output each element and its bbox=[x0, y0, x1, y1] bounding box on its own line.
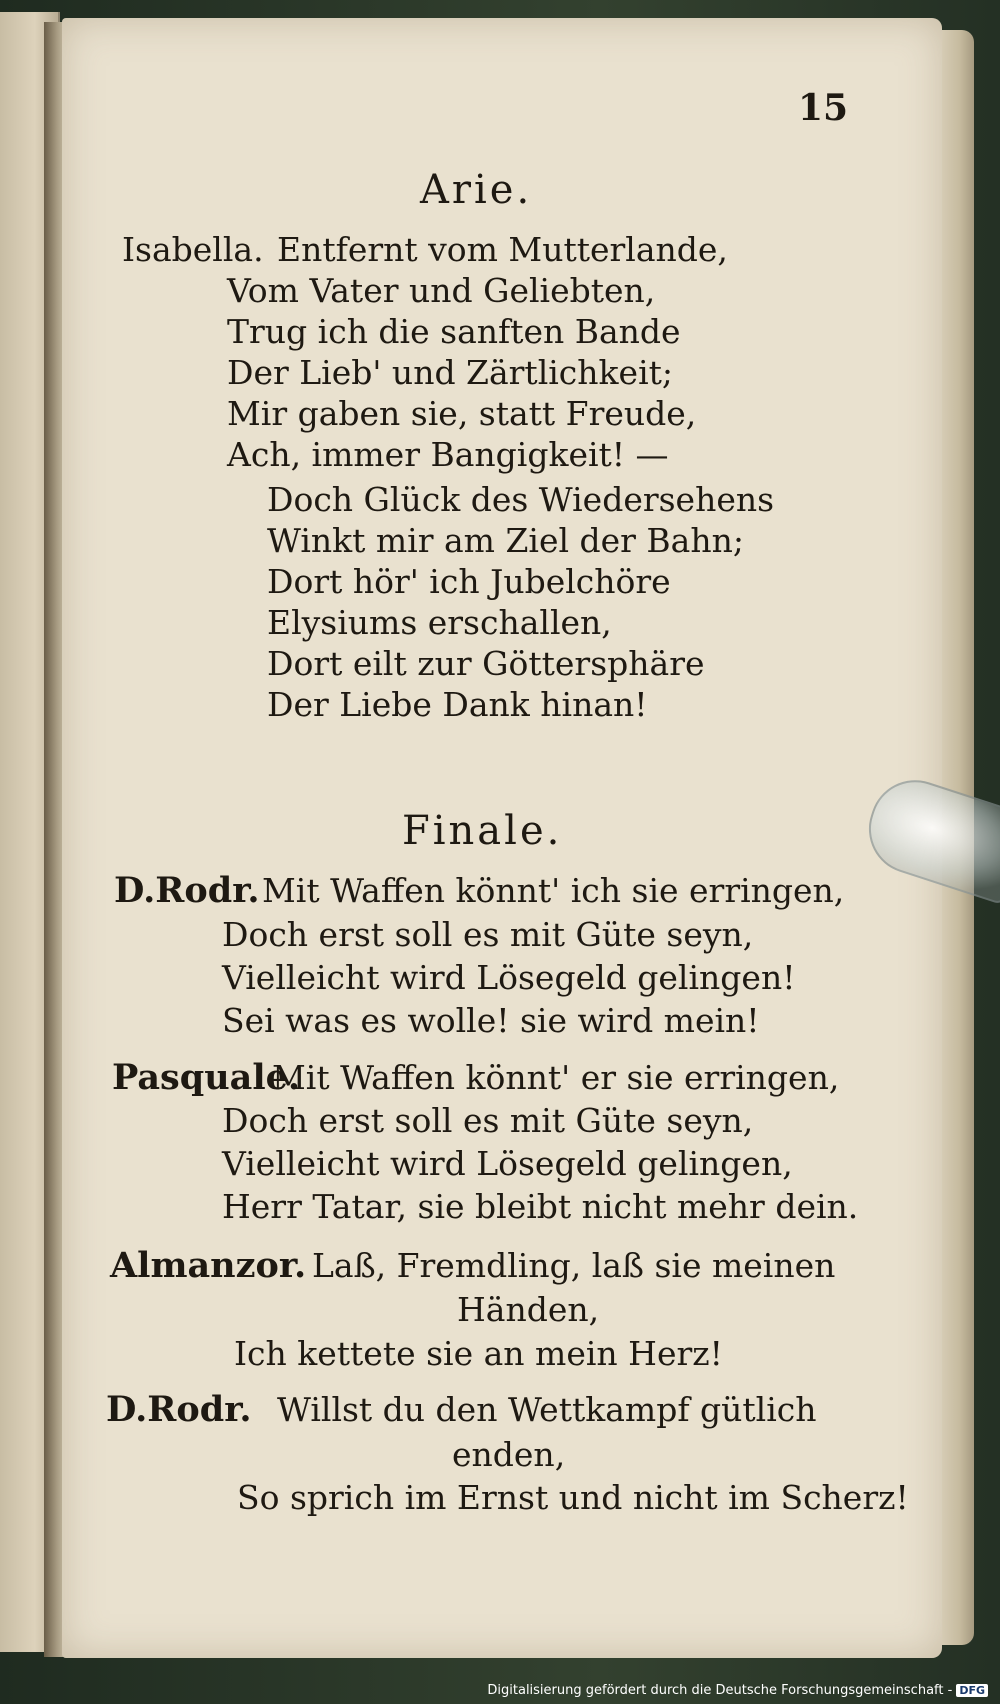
speaker-isabella: Isabella. bbox=[122, 230, 264, 269]
finale-line: Mit Waffen könnt' ich sie erringen, bbox=[262, 871, 845, 910]
dfg-logo: DFG bbox=[956, 1684, 988, 1697]
arie-line: Dort hör' ich Jubelchöre bbox=[267, 562, 671, 601]
arie-line: Dort eilt zur Göttersphäre bbox=[267, 644, 705, 683]
finale-heading: Finale. bbox=[402, 808, 563, 854]
arie-line: Der Lieb' und Zärtlichkeit; bbox=[227, 353, 673, 392]
page-number: 15 bbox=[798, 87, 849, 129]
digitization-footer bbox=[487, 1680, 988, 1700]
finale-line: Vielleicht wird Lösegeld gelingen, bbox=[222, 1144, 793, 1183]
speaker-pasquale: Pasquale. bbox=[112, 1057, 301, 1098]
finale-line: enden, bbox=[452, 1435, 566, 1474]
finale-line: So sprich im Ernst und nicht im Scherz! bbox=[237, 1478, 909, 1517]
arie-line: Trug ich die sanften Bande bbox=[227, 312, 681, 351]
arie-line: Mir gaben sie, statt Freude, bbox=[227, 394, 697, 433]
arie-line: Der Liebe Dank hinan! bbox=[267, 685, 648, 724]
finale-line: Händen, bbox=[457, 1290, 600, 1329]
finale-line: Doch erst soll es mit Güte seyn, bbox=[222, 915, 754, 954]
finale-line: Sei was es wolle! sie wird mein! bbox=[222, 1001, 760, 1040]
finale-line: Doch erst soll es mit Güte seyn, bbox=[222, 1101, 754, 1140]
speaker-rodr: D.Rodr. bbox=[106, 1389, 252, 1430]
speaker-rodr: D.Rodr. bbox=[114, 870, 260, 911]
finale-line: Herr Tatar, sie bleibt nicht mehr dein. bbox=[222, 1187, 859, 1226]
arie-line: Ach, immer Bangigkeit! — bbox=[227, 435, 669, 474]
finale-line: Vielleicht wird Lösegeld gelingen! bbox=[222, 958, 796, 997]
arie-line: Vom Vater und Geliebten, bbox=[227, 271, 656, 310]
finale-line: Laß, Fremdling, laß sie meinen bbox=[312, 1246, 836, 1285]
finale-line: Ich kettete sie an mein Herz! bbox=[234, 1334, 723, 1373]
finale-line: Willst du den Wettkampf gütlich bbox=[277, 1390, 817, 1429]
arie-line: Entfernt vom Mutterlande, bbox=[277, 230, 728, 269]
arie-line: Doch Glück des Wiedersehens bbox=[267, 480, 775, 519]
arie-line: Elysiums erschallen, bbox=[267, 603, 612, 642]
speaker-almanzor: Almanzor. bbox=[110, 1245, 307, 1286]
page-content bbox=[62, 18, 942, 1658]
arie-heading: Arie. bbox=[420, 167, 533, 213]
footer-text: Digitalisierung gefördert durch die Deutsche Forschungsgemeinschaft - bbox=[487, 1682, 953, 1698]
finale-line: Mit Waffen könnt' er sie erringen, bbox=[272, 1058, 840, 1097]
arie-line: Winkt mir am Ziel der Bahn; bbox=[267, 521, 744, 560]
